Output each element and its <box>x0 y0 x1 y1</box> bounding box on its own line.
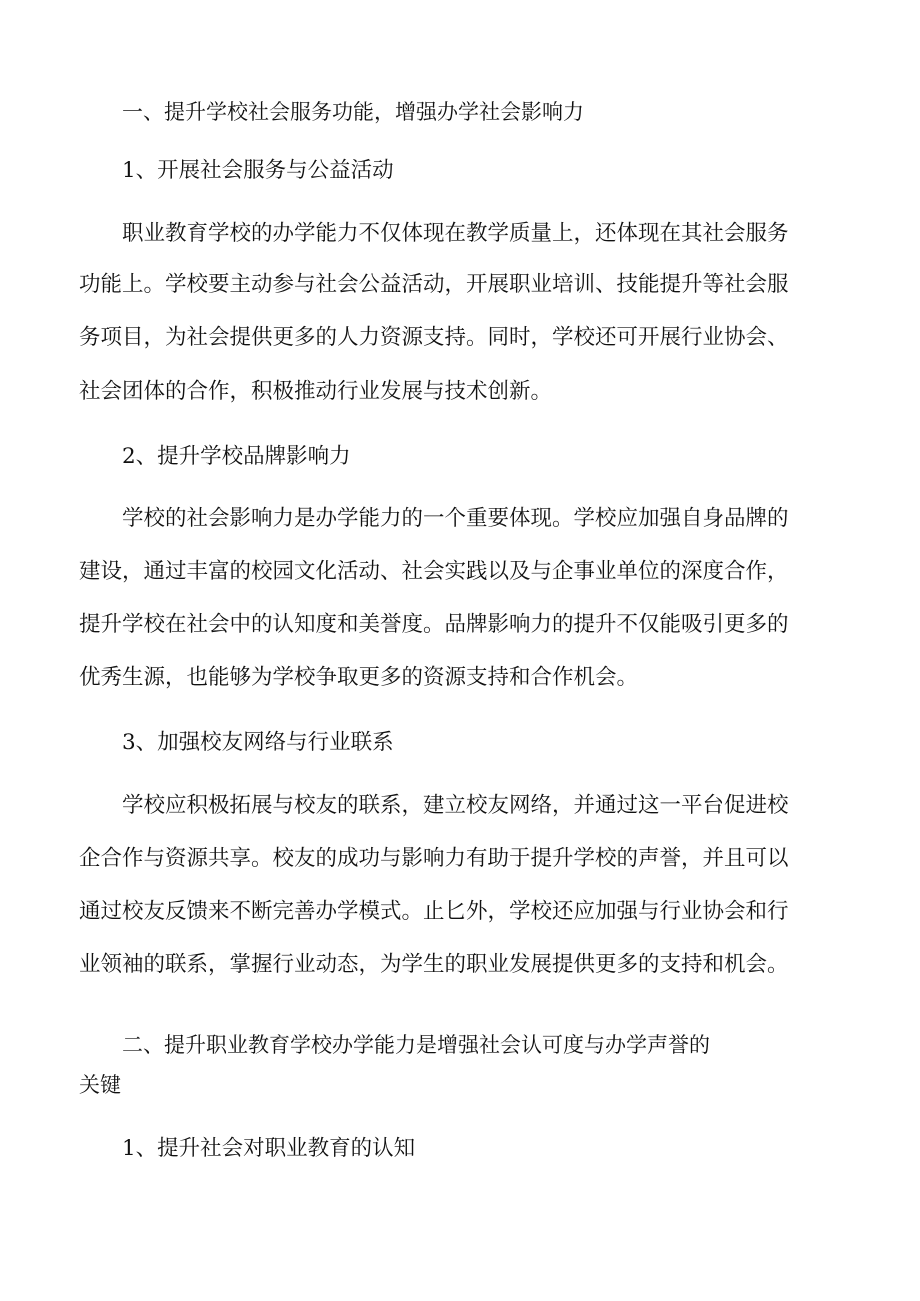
paragraph-line: 提升学校在社会中的认知度和美誉度。品牌影响力的提升不仅能吸引更多的 <box>79 612 789 637</box>
section-heading-line: 关键 <box>79 1073 121 1097</box>
subsection-title-2-1: 1、提升社会对职业教育的认知 <box>122 1136 416 1161</box>
subsection-title-1-3: 3、加强校友网络与行业联系 <box>122 730 394 755</box>
subsection-title-1-1: 1、开展社会服务与公益活动 <box>122 158 394 183</box>
paragraph-line: 企合作与资源共享。校友的成功与影响力有助于提升学校的声誉，并且可以 <box>79 846 789 871</box>
paragraph-line: 功能上。学校要主动参与社会公益活动，开展职业培训、技能提升等社会服 <box>79 272 789 297</box>
paragraph-line: 通过校友反馈来不断完善办学模式。止匕外，学校还应加强与行业协会和行 <box>79 899 789 924</box>
paragraph-line: 职业教育学校的办学能力不仅体现在教学质量上，还体现在其社会服务 <box>122 221 789 246</box>
paragraph-line: 务项目，为社会提供更多的人力资源支持。同时，学校还可开展行业协会、 <box>79 325 789 350</box>
paragraph-line: 社会团体的合作，积极推动行业发展与技术创新。 <box>79 379 553 404</box>
section-heading-1: 一、提升学校社会服务功能，增强办学社会影响力 <box>122 100 584 124</box>
paragraph-line: 业领袖的联系，掌握行业动态，为学生的职业发展提供更多的支持和机会。 <box>79 952 789 977</box>
paragraph-line: 学校的社会影响力是办学能力的一个重要体现。学校应加强自身品牌的 <box>122 506 789 531</box>
section-heading-line: 二、提升职业教育学校办学能力是增强社会认可度与办学声誉的 <box>122 1033 710 1057</box>
paragraph-line: 优秀生源，也能够为学校争取更多的资源支持和合作机会。 <box>79 665 639 690</box>
paragraph-line: 学校应积极拓展与校友的联系，建立校友网络，并通过这一平台促进校 <box>122 793 789 818</box>
subsection-title-1-2: 2、提升学校品牌影响力 <box>122 444 351 469</box>
paragraph-line: 建设，通过丰富的校园文化活动、社会实践以及与企事业单位的深度合作， <box>79 559 789 584</box>
